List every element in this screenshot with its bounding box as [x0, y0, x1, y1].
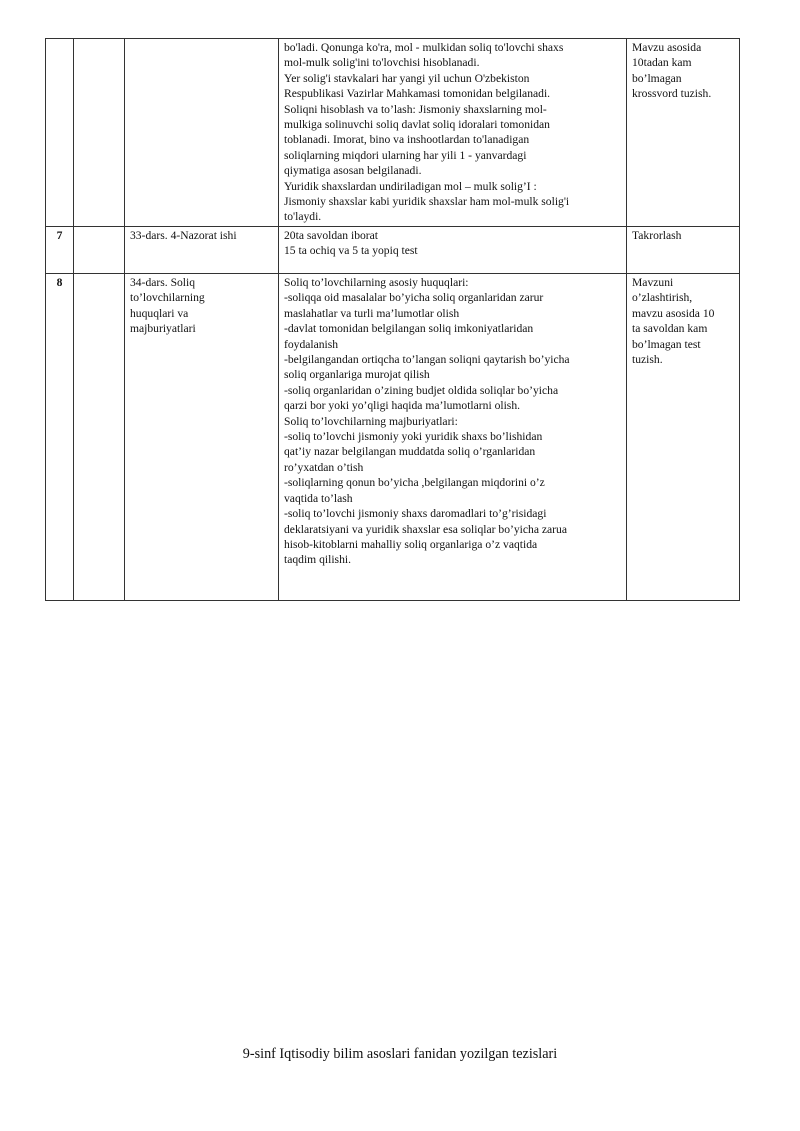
content-line: maslahatlar va turli ma’lumotlar olish [284, 306, 460, 320]
content-line: -soliq to’lovchi jismoniy yoki yuridik shaxs bo’lishidan [284, 430, 543, 444]
lesson-topic-cell [125, 274, 279, 601]
task-line: tuzish. [632, 353, 663, 367]
lesson-content-cell [279, 274, 627, 601]
content-line: bo'ladi. Qonunga ko'ra, mol - mulkidan soliq to'lovchi shaxs [284, 41, 564, 54]
content-line: Soliq to’lovchilarning asosiy huquqlari: [284, 276, 469, 289]
content-line: -soliq organlaridan o’zining budjet oldida soliqlar bo’yicha [284, 383, 559, 397]
content-line: -soliqqa oid masalalar bo’yicha soliq organlaridan zarur [284, 291, 544, 305]
task-line: bo’lmagan test [632, 337, 701, 351]
content-line: Soliqni hisoblash va to’lash: Jismoniy shaxslarning mol- [284, 102, 547, 116]
content-line: hisob-kitoblarni mahalliy soliq organlariga o’z vaqtida [284, 537, 538, 551]
task-line: bo’lmagan [632, 71, 682, 85]
page-footer: 9-sinf Iqtisodiy bilim asoslari fanidan yozilgan tezislari [242, 1046, 558, 1062]
lesson-number: 7 [56, 229, 63, 242]
empty-cell [74, 39, 125, 227]
content-line: Yuridik shaxslardan undiriladigan mol – mulk solig’I : [284, 179, 537, 193]
lesson-topic-cell [125, 39, 279, 227]
lesson-task-cell [627, 39, 740, 227]
content-line: Yer solig'i stavkalari har yangi yil uchun O'zbekiston [284, 71, 530, 85]
topic-line: to’lovchilarning [130, 291, 205, 305]
lesson-number: 8 [56, 276, 63, 289]
task-line: krossvord tuzish. [632, 87, 712, 101]
lesson-number-cell [46, 274, 74, 601]
topic-line: majburiyatlari [130, 322, 196, 336]
topic-line: 33-dars. 4-Nazorat ishi [130, 229, 237, 242]
task-line: 10tadan kam [632, 56, 692, 70]
table-row [46, 39, 740, 227]
lesson-plan-table [45, 38, 740, 601]
content-line: mol-mulk solig'ini to'lovchisi hisoblanadi. [284, 56, 480, 70]
content-line: Soliq to’lovchilarning majburiyatlari: [284, 414, 458, 428]
table-row [46, 227, 740, 274]
content-line: 20ta savoldan iborat [284, 229, 379, 242]
content-line: to'laydi. [284, 210, 322, 224]
topic-line: 34-dars. Soliq [130, 276, 196, 289]
content-line: taqdim qilishi. [284, 553, 351, 567]
lesson-content-cell [279, 39, 627, 227]
content-line: soliqlarning miqdori ularning har yili 1 - yanvardagi [284, 148, 527, 162]
content-line: deklaratsiyani va yuridik shaxslar esa soliqlar bo’yicha zarua [284, 522, 567, 536]
lesson-number-cell [46, 39, 74, 227]
lesson-content-cell [279, 227, 627, 274]
empty-cell [74, 227, 125, 274]
content-line: soliq organlariga murojat qilish [284, 368, 430, 382]
table-row [46, 274, 740, 601]
task-line: ta savoldan kam [632, 322, 708, 336]
task-line: o’zlashtirish, [632, 291, 693, 305]
content-line: -soliqlarning qonun bo’yicha ,belgilangan miqdorini o’z [284, 476, 545, 490]
content-line: -soliq to’lovchi jismoniy shaxs daromadlari to’g’risidagi [284, 507, 547, 521]
lesson-topic-cell [125, 227, 279, 274]
content-line: foydalanish [284, 337, 339, 351]
content-line: toblanadi. Imorat, bino va inshootlardan to'lanadigan [284, 133, 530, 147]
content-line: qat’iy nazar belgilangan muddatda soliq o’rganlaridan [284, 445, 536, 459]
task-line: Mavzu asosida [632, 41, 702, 54]
content-line: 15 ta ochiq va 5 ta yopiq test [284, 244, 418, 258]
task-line: Mavzuni [632, 276, 674, 289]
content-line: Respublikasi Vazirlar Mahkamasi tomonidan belgilanadi. [284, 87, 551, 101]
content-line: -belgilangandan ortiqcha to’langan soliqni qaytarish bo’yicha [284, 353, 570, 367]
task-line: Takrorlash [632, 229, 682, 242]
empty-cell [74, 274, 125, 601]
lesson-task-cell [627, 274, 740, 601]
topic-line: huquqlari va [130, 306, 189, 320]
task-line: mavzu asosida 10 [632, 306, 715, 320]
content-line: vaqtida to’lash [284, 491, 353, 505]
content-line: qiymatiga asosan belgilanadi. [284, 164, 422, 178]
content-line: qarzi bor yoki yo’qligi haqida ma’lumotlarni olish. [284, 399, 521, 413]
content-line: -davlat tomonidan belgilangan soliq imkoniyatlaridan [284, 322, 534, 336]
lesson-task-cell [627, 227, 740, 274]
content-line: Jismoniy shaxslar kabi yuridik shaxslar ham mol-mulk solig'i [284, 195, 570, 209]
content-line: mulkiga solinuvchi soliq davlat soliq idoralari tomonidan [284, 118, 550, 132]
content-line: ro’yxatdan o’tish [284, 460, 364, 474]
lesson-number-cell [46, 227, 74, 274]
